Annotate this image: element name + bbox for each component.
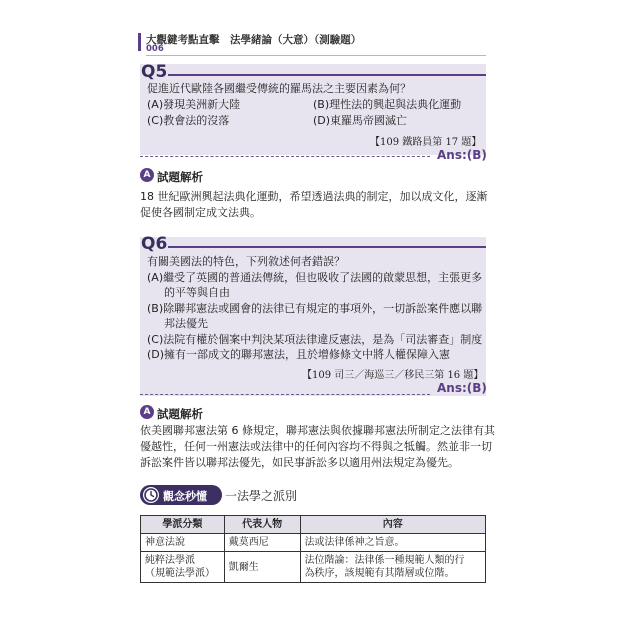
- header-divider: [146, 55, 486, 56]
- q6-option-a: (A)繼受了英國的普通法傳統，但也吸收了法國的啟蒙思想，主張更多: [147, 271, 483, 284]
- school-name: 神意法說: [145, 537, 185, 548]
- table-row: [141, 534, 486, 552]
- table-header-row: [141, 516, 486, 534]
- page-number: 006: [146, 44, 164, 54]
- q6-option-d: (D)擁有一部成文的聯邦憲法，且於增修條文中將人權保障入憲: [147, 348, 451, 361]
- table-header-cell: 代表人物: [224, 516, 300, 534]
- analysis-badge-icon: A: [140, 405, 154, 419]
- analysis-badge-icon: A: [140, 168, 154, 182]
- q5-answer: Ans:(B): [437, 148, 487, 162]
- q6-option-a-cont: 的平等與自由: [164, 286, 230, 299]
- a6-line-3: 訴訟案件皆以聯邦法優先，如民事訴訟多以適用州法規定為優先。: [140, 456, 459, 469]
- a5-line-1: 18 世紀歐洲興起法典化運動，希望透過法典的制定，加以成文化，逐漸: [140, 190, 488, 203]
- q5-question: 促進近代歐陸各國繼受傳統的羅馬法之主要因素為何？: [147, 82, 411, 95]
- table-cell-person: 戴莫西尼: [224, 534, 300, 552]
- content-line: 為秩序，該規範有其階層或位階。: [304, 568, 455, 579]
- q6-label: Q6: [141, 234, 168, 254]
- q5-option-b: (B)理性法的興起與法典化運動: [313, 98, 462, 111]
- q6-answer: Ans:(B): [437, 381, 487, 395]
- a5-line-2: 促使各國制定成文法典。: [140, 206, 261, 219]
- q6-title-rule: [168, 246, 486, 248]
- q6-option-c: (C)法院有權於個案中判決某項法律違反憲法，是為「司法審查」制度: [147, 333, 483, 346]
- q5-dash-line: [140, 156, 430, 157]
- content-line: 法位階論：法律係一種規範人類的行: [304, 555, 465, 566]
- q6-option-b-cont: 邦法優先: [164, 317, 208, 330]
- table-header-cell: 學派分類: [141, 516, 225, 534]
- q6-dash-line: [140, 394, 430, 395]
- q6-source: 【109 司三／海巡三／移民三第 16 題】: [302, 370, 484, 381]
- q5-source: 【109 鐵路員第 17 題】: [370, 137, 482, 148]
- a5-title: 試題解析: [157, 170, 203, 184]
- q6-option-b: (B)除聯邦憲法或國會的法律已有規定的事項外，一切訴訟案件應以聯: [147, 302, 483, 315]
- concept-label: 觀念秒懂: [163, 490, 207, 503]
- q6-question: 有關美國法的特色，下列敘述何者錯誤？: [147, 255, 345, 268]
- table-cell-person: 凱爾生: [224, 552, 300, 583]
- school-table: [140, 515, 486, 583]
- school-alt-name: （規範法學派）: [145, 568, 215, 579]
- q5-option-d: (D)東羅馬帝國滅亡: [313, 114, 408, 127]
- clock-icon: [143, 487, 159, 503]
- a6-line-1: 依美國聯邦憲法第 6 條規定，聯邦憲法與依據聯邦憲法所制定之法律有其: [140, 424, 495, 437]
- running-header-title: 大觀鍵考點直擊 法學緒論（大意）（測驗題）: [146, 34, 362, 46]
- a6-line-2: 優越性，任何一州憲法或法律中的任何內容均不得與之牴觸。然並非一切: [140, 440, 492, 453]
- table-header-cell: 內容: [300, 516, 485, 534]
- school-name: 純粹法學派: [145, 555, 195, 566]
- a6-title: 試題解析: [157, 407, 203, 421]
- table-cell-content: 法或法律係神之旨意。: [300, 534, 485, 552]
- concept-subtitle: 一法學之派別: [225, 489, 298, 503]
- q5-label: Q5: [141, 62, 168, 82]
- table-row: [141, 552, 486, 583]
- header-accent-bar: [138, 33, 141, 51]
- q5-title-rule: [168, 74, 486, 76]
- table-cell-school: [141, 552, 225, 583]
- table-cell-school: [141, 534, 225, 552]
- q5-option-a: (A)發現美洲新大陸: [147, 98, 241, 111]
- table-cell-content: [300, 552, 485, 583]
- q5-option-c: (C)教會法的沒落: [147, 114, 230, 127]
